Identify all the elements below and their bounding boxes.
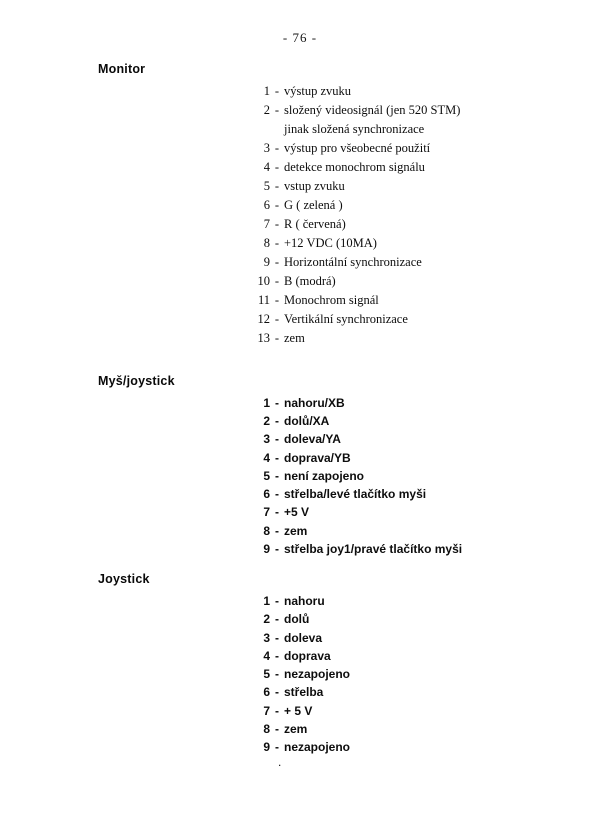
pin-row (240, 629, 560, 647)
pin-dash: - (275, 630, 279, 645)
pin-row (240, 394, 560, 412)
pin-row (240, 592, 560, 610)
pin-label: vstup zvuku (284, 179, 345, 193)
pin-number: 3 (263, 141, 270, 155)
pin-number: 6 (263, 685, 270, 700)
pin-dash: - (274, 160, 280, 174)
pin-label: doprava/YB (284, 450, 351, 465)
pin-dash: - (274, 141, 280, 155)
pin-number: 11 (257, 293, 270, 307)
pin-list-mouse-joystick (40, 394, 560, 558)
pin-dash: - (275, 667, 279, 682)
pin-label: zem (284, 331, 305, 345)
pin-dash: - (275, 703, 279, 718)
pin-number: 13 (257, 331, 270, 345)
pin-number: 3 (263, 630, 270, 645)
pin-number: 2 (263, 414, 270, 429)
pin-dash: - (274, 236, 280, 250)
pin-label: dolů (284, 612, 310, 627)
pin-dash: - (275, 541, 279, 556)
pin-dash: - (275, 685, 279, 700)
pin-dash: - (275, 721, 279, 736)
pin-row (240, 702, 560, 720)
pin-dash: - (274, 255, 280, 269)
pin-label: střelba/levé tlačítko myši (284, 487, 427, 502)
pin-row (240, 610, 560, 628)
pin-row (240, 196, 560, 215)
pin-dash: - (274, 312, 280, 326)
pin-label: výstup pro všeobecné použití (284, 141, 431, 155)
pin-row (240, 503, 560, 521)
pin-label: Horizontální synchronizace (284, 255, 422, 269)
pin-number: 9 (263, 739, 270, 754)
pin-dash: - (275, 414, 279, 429)
pin-label: doleva (284, 630, 323, 645)
section-joystick (40, 572, 560, 768)
pin-row (240, 139, 560, 158)
pin-number: 4 (263, 648, 270, 663)
pin-row (240, 467, 560, 485)
pin-dash: - (275, 648, 279, 663)
pin-label: zem (284, 523, 308, 538)
pin-dash: - (275, 487, 279, 502)
pin-label: střelba joy1/pravé tlačítko myši (284, 541, 463, 556)
pin-dash: - (275, 739, 279, 754)
pin-number: 7 (263, 505, 270, 520)
pin-number: 7 (263, 703, 270, 718)
section-mouse-joystick (40, 374, 560, 558)
pin-number: 10 (257, 274, 270, 288)
pin-label: + 5 V (284, 703, 313, 718)
pin-number: 2 (263, 103, 270, 117)
pin-row (240, 101, 560, 120)
section-title-joystick: Joystick (98, 572, 150, 587)
pin-label: nahoru/XB (284, 396, 345, 410)
pin-number: 1 (263, 84, 270, 98)
pin-row (240, 291, 560, 310)
pin-number: 6 (263, 487, 270, 502)
section-spacer (40, 562, 560, 572)
pin-number: 7 (263, 217, 270, 231)
pin-row (240, 253, 560, 272)
section-title-mouse-joystick: Myš/joystick (98, 374, 175, 388)
pin-label: nezapojeno (284, 739, 351, 754)
pin-number: 4 (263, 450, 270, 465)
pin-number: 8 (263, 523, 270, 538)
pin-label: zem (284, 721, 308, 736)
pin-label: dolů/XA (284, 414, 330, 429)
pin-row (240, 272, 560, 291)
pin-row (240, 329, 560, 348)
pin-label: Vertikální synchronizace (284, 312, 408, 326)
pin-label: R ( červená) (284, 217, 346, 231)
pin-number: 9 (263, 255, 270, 269)
pin-dash: - (274, 274, 280, 288)
pin-dash: - (274, 217, 280, 231)
pin-number: 5 (263, 667, 270, 682)
section-title-monitor: Monitor (98, 62, 146, 76)
pin-list-joystick (40, 592, 560, 756)
pin-list-monitor (40, 82, 560, 348)
pin-number: 1 (263, 396, 270, 410)
pin-row (240, 522, 560, 540)
pin-label: nahoru (284, 594, 325, 609)
pin-row (240, 665, 560, 683)
pin-row (240, 82, 560, 101)
pin-row (240, 234, 560, 253)
pin-dash: - (275, 612, 279, 627)
pin-dash: - (274, 103, 280, 117)
pin-label: Monochrom signál (284, 293, 379, 307)
page-number: - 76 - (282, 30, 318, 45)
pin-dash: - (274, 84, 280, 98)
pin-number: 9 (263, 541, 270, 556)
pin-label: výstup zvuku (284, 84, 352, 98)
pin-dash: - (275, 505, 279, 520)
pin-number: 4 (263, 160, 270, 174)
pin-number: 12 (257, 312, 270, 326)
pin-row (240, 310, 560, 329)
pin-number: 3 (263, 432, 270, 447)
pin-label: +5 V (284, 505, 310, 520)
pin-row (240, 647, 560, 665)
pin-label: +12 VDC (10MA) (284, 236, 377, 250)
section-monitor (40, 62, 560, 348)
pin-label: G ( zelená ) (284, 198, 343, 212)
pin-row (240, 720, 560, 738)
pin-label: B (modrá) (284, 274, 336, 288)
footer-mark: . (278, 755, 282, 770)
pin-label: doleva/YA (284, 432, 341, 447)
pin-row (240, 412, 560, 430)
pin-dash: - (274, 331, 280, 345)
pin-dash: - (274, 179, 280, 193)
pin-number: 8 (263, 236, 270, 250)
pin-number: 6 (263, 198, 270, 212)
pin-dash: - (275, 450, 279, 465)
pin-row (240, 430, 560, 448)
pin-row (240, 738, 560, 756)
pin-number: 1 (263, 594, 270, 609)
pin-row (240, 158, 560, 177)
pin-dash: - (275, 523, 279, 538)
pin-row (240, 540, 560, 558)
pin-row (240, 215, 560, 234)
pin-row (240, 449, 560, 467)
pin-label: detekce monochrom signálu (284, 160, 425, 174)
section-spacer (40, 352, 560, 374)
pin-dash: - (274, 198, 280, 212)
pin-dash: - (275, 432, 279, 447)
pin-number: 5 (263, 179, 270, 193)
pin-number: 8 (263, 721, 270, 736)
pin-label-continuation: jinak složená synchronizace (284, 122, 425, 136)
pin-label: složený videosignál (jen 520 STM) (284, 103, 461, 117)
pin-row (240, 177, 560, 196)
pin-dash: - (275, 468, 279, 483)
pin-row (240, 485, 560, 503)
pin-label: doprava (284, 648, 331, 663)
pin-number: 2 (263, 612, 270, 627)
pin-dash: - (275, 594, 279, 609)
pin-label: střelba (284, 685, 324, 700)
pin-dash: - (275, 396, 279, 410)
pin-dash: - (274, 293, 280, 307)
pin-label: není zapojeno (284, 468, 365, 483)
pin-number: 5 (263, 468, 270, 483)
pin-label: nezapojeno (284, 667, 351, 682)
pin-row (240, 683, 560, 701)
